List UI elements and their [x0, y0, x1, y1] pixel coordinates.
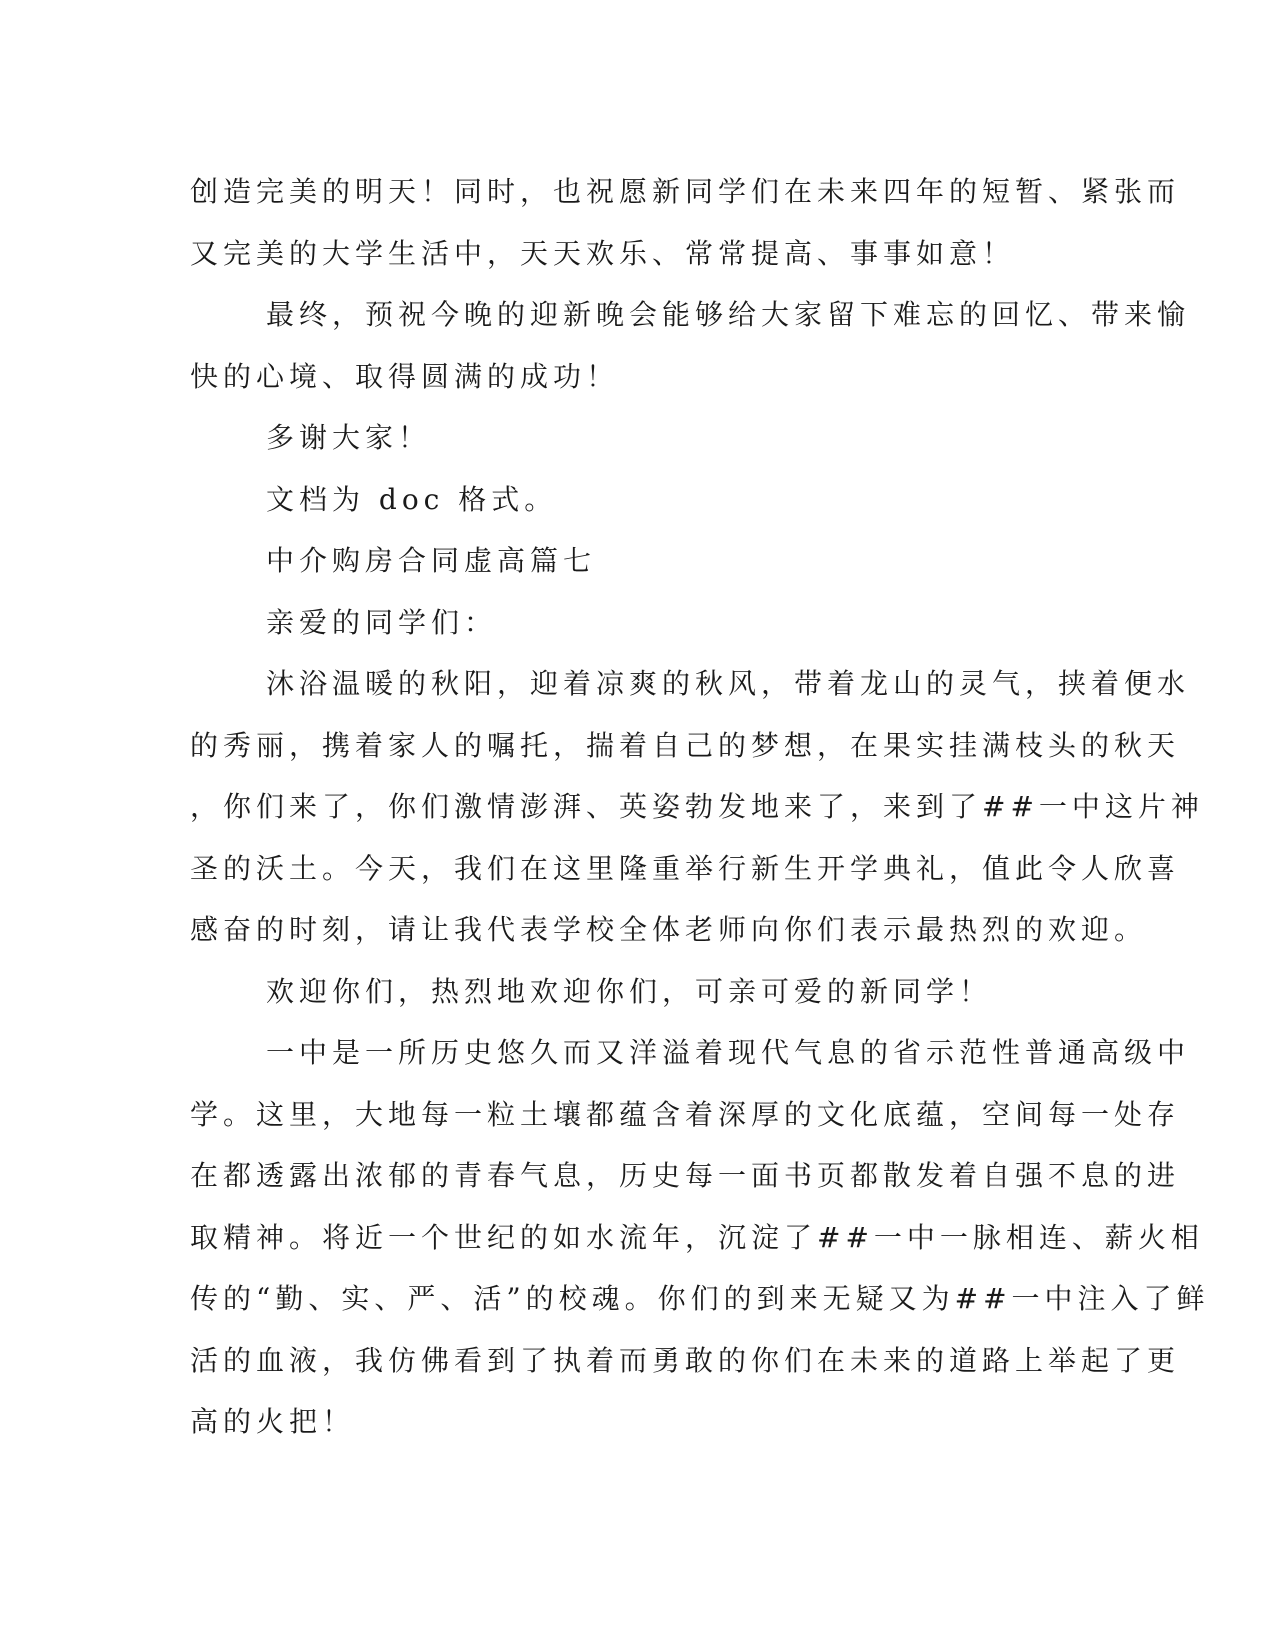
text-line: 沐浴温暖的秋阳，迎着凉爽的秋风，带着龙山的灵气，挟着便水: [266, 667, 1191, 700]
text-line: 创造完美的明天！同时，也祝愿新同学们在未来四年的短暂、紧张而: [190, 175, 1181, 208]
text-line: 取精神。将近一个世纪的如水流年，沉淀了##一中一脉相连、薪火相: [190, 1220, 1204, 1254]
text-line: 快的心境、取得圆满的成功！: [190, 359, 620, 393]
text-line: 感奋的时刻，请让我代表学校全体老师向你们表示最热烈的欢迎。: [190, 913, 1148, 946]
section-heading: 中介购房合同虚高篇七: [266, 544, 597, 577]
text-line: 文档为 doc 格式。: [266, 482, 558, 516]
text-line: 一中是一所历史悠久而又洋溢着现代气息的省示范性普通高级中: [266, 1036, 1191, 1069]
salutation: 亲爱的同学们：: [266, 605, 498, 639]
text-line: 传的“勤、实、严、活”的校魂。你们的到来无疑又为##一中注入了鲜: [190, 1282, 1210, 1315]
text-line: 活的血液，我仿佛看到了执着而勇敢的你们在未来的道路上举起了更: [190, 1343, 1181, 1377]
text-line: 学。这里，大地每一粒土壤都蕴含着深厚的文化底蕴，空间每一处存: [190, 1097, 1181, 1131]
document-body: [190, 161, 1210, 1453]
text-line: 圣的沃土。今天，我们在这里隆重举行新生开学典礼，值此令人欣喜: [190, 851, 1181, 885]
text-line: 最终，预祝今晚的迎新晚会能够给大家留下难忘的回忆、带来愉: [266, 298, 1191, 331]
text-line: 多谢大家！: [266, 421, 432, 454]
text-line: 的秀丽，携着家人的嘱托，揣着自己的梦想，在果实挂满枝头的秋天: [190, 728, 1181, 762]
text-line: ，你们来了，你们激情澎湃、英姿勃发地来了，来到了##一中这片神: [190, 790, 1204, 823]
text-line: 高的火把！: [190, 1405, 356, 1438]
text-line: 在都透露出浓郁的青春气息，历史每一面书页都散发着自强不息的进: [190, 1159, 1181, 1192]
text-line: 又完美的大学生活中，天天欢乐、常常提高、事事如意！: [190, 236, 1016, 270]
text-line: 欢迎你们，热烈地欢迎你们，可亲可爱的新同学！: [266, 974, 993, 1008]
